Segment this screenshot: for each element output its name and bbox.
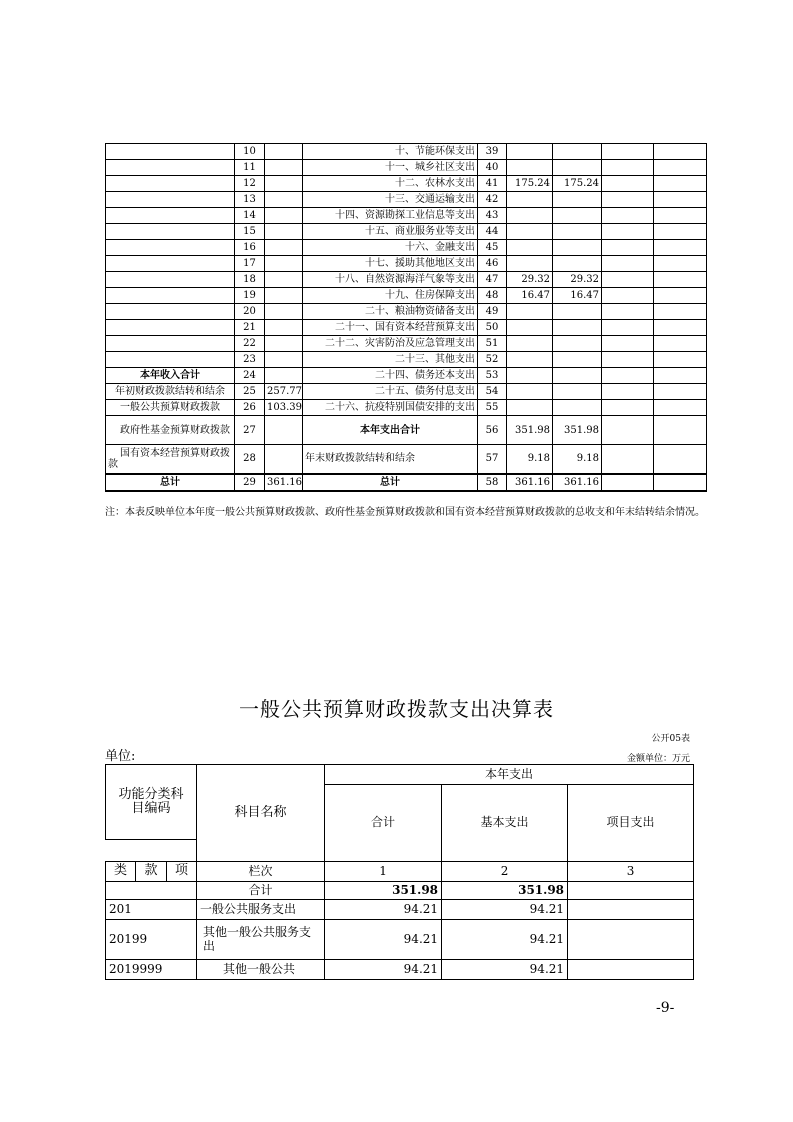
expense-govfund — [602, 416, 654, 445]
table-row — [106, 400, 707, 416]
income-amount — [265, 208, 303, 224]
expense-total — [507, 368, 553, 384]
row-total: 94.21 — [325, 960, 442, 980]
header-subject-name: 科目名称 — [197, 765, 325, 862]
expense-govfund — [602, 445, 654, 474]
row-project — [568, 960, 694, 980]
expense-line-no: 50 — [478, 320, 507, 336]
fiscal-summary-table — [105, 143, 707, 492]
expense-general-budget: 29.32 — [553, 272, 602, 288]
expense-item-label: 十九、住房保障支出 — [303, 288, 478, 304]
table-row — [106, 900, 694, 920]
income-item-label — [106, 176, 235, 192]
income-item-label — [106, 160, 235, 176]
expense-govfund — [602, 384, 654, 400]
income-amount — [265, 176, 303, 192]
income-line-no: 14 — [235, 208, 265, 224]
table-row — [106, 352, 707, 368]
expense-item-label: 本年支出合计 — [303, 416, 478, 445]
expense-total — [507, 160, 553, 176]
expense-govfund — [602, 224, 654, 240]
table-row — [106, 920, 694, 960]
income-item-label — [106, 320, 235, 336]
income-amount — [265, 224, 303, 240]
expense-line-no: 40 — [478, 160, 507, 176]
expense-soe — [654, 240, 707, 256]
expense-soe — [654, 352, 707, 368]
expense-line-no: 45 — [478, 240, 507, 256]
expense-govfund — [602, 474, 654, 491]
expense-total — [507, 400, 553, 416]
income-line-no: 12 — [235, 176, 265, 192]
table-row — [106, 368, 707, 384]
table-row — [106, 192, 707, 208]
expense-total: 361.16 — [507, 474, 553, 491]
income-item-label — [106, 240, 235, 256]
income-line-no: 11 — [235, 160, 265, 176]
expense-soe — [654, 320, 707, 336]
expense-govfund — [602, 288, 654, 304]
income-line-no: 24 — [235, 368, 265, 384]
income-line-no: 16 — [235, 240, 265, 256]
expense-govfund — [602, 400, 654, 416]
expense-general-budget: 9.18 — [553, 445, 602, 474]
income-item-label — [106, 224, 235, 240]
expense-item-label: 十一、城乡社区支出 — [303, 160, 478, 176]
income-line-no: 10 — [235, 144, 265, 160]
income-line-no: 25 — [235, 384, 265, 400]
expense-total — [507, 192, 553, 208]
income-amount — [265, 336, 303, 352]
expense-total: 16.47 — [507, 288, 553, 304]
row-total: 94.21 — [325, 920, 442, 960]
expense-soe — [654, 256, 707, 272]
expense-general-budget — [553, 336, 602, 352]
expense-soe — [654, 160, 707, 176]
expense-line-no: 53 — [478, 368, 507, 384]
col-no-2: 2 — [442, 862, 568, 882]
income-amount — [265, 160, 303, 176]
income-amount — [265, 192, 303, 208]
income-line-no: 20 — [235, 304, 265, 320]
expense-govfund — [602, 352, 654, 368]
page-number: -9- — [656, 1000, 675, 1016]
expense-item-label: 二十三、其他支出 — [303, 352, 478, 368]
table-row — [106, 320, 707, 336]
expense-govfund — [602, 272, 654, 288]
expense-total — [507, 304, 553, 320]
income-item-label — [106, 144, 235, 160]
expense-general-budget — [553, 352, 602, 368]
expense-general-budget: 361.16 — [553, 474, 602, 491]
expense-general-budget — [553, 384, 602, 400]
expense-general-budget — [553, 240, 602, 256]
table-row — [106, 416, 707, 445]
expense-general-budget — [553, 192, 602, 208]
expense-govfund — [602, 192, 654, 208]
income-line-no: 18 — [235, 272, 265, 288]
expense-total — [507, 320, 553, 336]
row-name: 其他一般公共 — [197, 960, 325, 980]
expense-line-no: 54 — [478, 384, 507, 400]
income-amount — [265, 352, 303, 368]
expense-item-label: 十四、资源勘探工业信息等支出 — [303, 208, 478, 224]
expense-govfund — [602, 320, 654, 336]
sum-row-project — [568, 882, 694, 900]
expense-line-no: 52 — [478, 352, 507, 368]
expense-item-label: 二十五、债务付息支出 — [303, 384, 478, 400]
income-line-no: 21 — [235, 320, 265, 336]
expense-govfund — [602, 176, 654, 192]
expense-line-no: 58 — [478, 474, 507, 491]
expense-item-label: 十五、商业服务业等支出 — [303, 224, 478, 240]
expense-total — [507, 384, 553, 400]
income-amount — [265, 272, 303, 288]
expense-total: 9.18 — [507, 445, 553, 474]
table-row — [106, 176, 707, 192]
header-xiang: 项 — [167, 862, 197, 882]
expense-total — [507, 144, 553, 160]
income-item-label: 政府性基金预算财政拨款 — [106, 416, 235, 445]
expense-line-no: 44 — [478, 224, 507, 240]
expense-general-budget — [553, 224, 602, 240]
expense-general-budget — [553, 304, 602, 320]
expense-soe — [654, 474, 707, 491]
total-label: 总计 — [106, 474, 235, 491]
expense-total — [507, 240, 553, 256]
income-line-no: 13 — [235, 192, 265, 208]
expense-total — [507, 208, 553, 224]
expense-soe — [654, 368, 707, 384]
expense-soe — [654, 416, 707, 445]
row-code: 2019999 — [106, 960, 197, 980]
expense-general-budget — [553, 144, 602, 160]
page-title: 一般公共预算财政拨款支出决算表 — [239, 697, 554, 721]
amount-unit-label: 金额单位：万元 — [626, 754, 690, 764]
expense-item-label: 十八、自然资源海洋气象等支出 — [303, 272, 478, 288]
header-column-no: 栏次 — [197, 862, 325, 882]
expense-soe — [654, 272, 707, 288]
expense-item-label: 二十四、债务还本支出 — [303, 368, 478, 384]
table-code: 公开05表 — [651, 734, 690, 744]
expense-general-budget — [553, 160, 602, 176]
table-row — [106, 144, 707, 160]
income-line-no: 19 — [235, 288, 265, 304]
row-total: 94.21 — [325, 900, 442, 920]
income-amount — [265, 368, 303, 384]
income-amount — [265, 256, 303, 272]
table-row — [106, 160, 707, 176]
expense-general-budget — [553, 208, 602, 224]
income-amount: 103.39 — [265, 400, 303, 416]
expense-total — [507, 256, 553, 272]
expense-line-no: 41 — [478, 176, 507, 192]
table-row — [106, 256, 707, 272]
row-name: 一般公共服务支出 — [197, 900, 325, 920]
row-project — [568, 920, 694, 960]
expense-soe — [654, 208, 707, 224]
sum-row-basic: 351.98 — [442, 882, 568, 900]
table-row — [106, 208, 707, 224]
expense-line-no: 42 — [478, 192, 507, 208]
expense-line-no: 51 — [478, 336, 507, 352]
expense-line-no: 56 — [478, 416, 507, 445]
expense-soe — [654, 192, 707, 208]
income-item-label: 国有资本经营预算财政拨款 — [106, 445, 235, 474]
expense-govfund — [602, 144, 654, 160]
sum-row-label: 合计 — [197, 882, 325, 900]
expense-item-label: 二十二、灾害防治及应急管理支出 — [303, 336, 478, 352]
income-amount — [265, 304, 303, 320]
expense-total — [507, 352, 553, 368]
expense-line-no: 43 — [478, 208, 507, 224]
expense-total: 175.24 — [507, 176, 553, 192]
header-project: 项目支出 — [568, 785, 694, 862]
expense-soe — [654, 224, 707, 240]
income-line-no: 28 — [235, 445, 265, 474]
row-code: 20199 — [106, 920, 197, 960]
income-amount — [265, 240, 303, 256]
header-lei: 类 — [106, 862, 136, 882]
income-item-label — [106, 208, 235, 224]
col-no-3: 3 — [568, 862, 694, 882]
expense-line-no: 57 — [478, 445, 507, 474]
table-row — [106, 304, 707, 320]
expense-line-no: 47 — [478, 272, 507, 288]
income-amount: 257.77 — [265, 384, 303, 400]
row-basic: 94.21 — [442, 960, 568, 980]
income-item-label — [106, 256, 235, 272]
header-kuan: 款 — [136, 862, 167, 882]
expense-item-label: 二十六、抗疫特别国债安排的支出 — [303, 400, 478, 416]
row-name: 其他一般公共服务支出 — [197, 920, 325, 960]
expense-soe — [654, 336, 707, 352]
expenditure-table — [105, 764, 694, 980]
expense-item-label: 二十一、国有资本经营预算支出 — [303, 320, 478, 336]
header-func-code: 功能分类科目编码 — [106, 765, 197, 840]
table-row — [106, 960, 694, 980]
expense-govfund — [602, 240, 654, 256]
table-row — [106, 272, 707, 288]
expense-line-no: 39 — [478, 144, 507, 160]
row-code: 201 — [106, 900, 197, 920]
income-amount — [265, 416, 303, 445]
table-row — [106, 224, 707, 240]
income-line-no: 22 — [235, 336, 265, 352]
table-row — [106, 445, 707, 474]
expense-general-budget: 16.47 — [553, 288, 602, 304]
expense-line-no: 46 — [478, 256, 507, 272]
income-line-no: 27 — [235, 416, 265, 445]
row-project — [568, 900, 694, 920]
header-total: 合计 — [325, 785, 442, 862]
income-item-label: 本年收入合计 — [106, 368, 235, 384]
expense-general-budget — [553, 256, 602, 272]
expense-general-budget: 351.98 — [553, 416, 602, 445]
sum-row-total: 351.98 — [325, 882, 442, 900]
expense-soe — [654, 400, 707, 416]
expense-total: 351.98 — [507, 416, 553, 445]
income-line-no: 26 — [235, 400, 265, 416]
expense-item-label: 十、节能环保支出 — [303, 144, 478, 160]
expense-item-label: 十三、交通运输支出 — [303, 192, 478, 208]
expense-govfund — [602, 304, 654, 320]
expense-total — [507, 336, 553, 352]
expense-line-no: 48 — [478, 288, 507, 304]
expense-govfund — [602, 256, 654, 272]
expense-line-no: 49 — [478, 304, 507, 320]
income-amount — [265, 288, 303, 304]
expense-general-budget — [553, 320, 602, 336]
expense-total: 29.32 — [507, 272, 553, 288]
income-item-label — [106, 192, 235, 208]
unit-label: 单位: — [105, 749, 136, 764]
expense-item-label: 十二、农林水支出 — [303, 176, 478, 192]
expense-general-budget: 175.24 — [553, 176, 602, 192]
expense-soe — [654, 144, 707, 160]
expense-soe — [654, 304, 707, 320]
expense-soe — [654, 176, 707, 192]
income-amount — [265, 445, 303, 474]
expense-item-label: 年末财政拨款结转和结余 — [303, 445, 478, 474]
income-item-label — [106, 336, 235, 352]
expense-soe — [654, 384, 707, 400]
expense-soe — [654, 288, 707, 304]
table-row — [106, 384, 707, 400]
table-row — [106, 288, 707, 304]
total-row — [106, 474, 707, 491]
table-row — [106, 240, 707, 256]
income-amount: 361.16 — [265, 474, 303, 491]
expense-item-label: 二十、粮油物资储备支出 — [303, 304, 478, 320]
col-no-1: 1 — [325, 862, 442, 882]
expense-total-label: 总计 — [303, 474, 478, 491]
income-item-label — [106, 352, 235, 368]
expense-soe — [654, 445, 707, 474]
income-line-no: 15 — [235, 224, 265, 240]
header-current-year: 本年支出 — [325, 765, 694, 785]
expense-govfund — [602, 336, 654, 352]
table-row — [106, 336, 707, 352]
expense-general-budget — [553, 368, 602, 384]
row-basic: 94.21 — [442, 920, 568, 960]
expense-govfund — [602, 368, 654, 384]
income-item-label — [106, 304, 235, 320]
income-amount — [265, 320, 303, 336]
row-basic: 94.21 — [442, 900, 568, 920]
income-item-label: 年初财政拨款结转和结余 — [106, 384, 235, 400]
income-amount — [265, 144, 303, 160]
income-item-label — [106, 288, 235, 304]
expense-line-no: 55 — [478, 400, 507, 416]
expense-item-label: 十六、金融支出 — [303, 240, 478, 256]
expense-govfund — [602, 160, 654, 176]
table-note: 注：本表反映单位本年度一般公共预算财政拨款、政府性基金预算财政拨款和国有资本经营预算财政拨款的总收支和年末结转结余情况。 — [105, 507, 705, 518]
income-line-no: 29 — [235, 474, 265, 491]
income-line-no: 23 — [235, 352, 265, 368]
income-line-no: 17 — [235, 256, 265, 272]
expense-general-budget — [553, 400, 602, 416]
expense-total — [507, 224, 553, 240]
expense-govfund — [602, 208, 654, 224]
header-basic: 基本支出 — [442, 785, 568, 862]
income-item-label — [106, 272, 235, 288]
income-item-label: 一般公共预算财政拨款 — [106, 400, 235, 416]
expense-item-label: 十七、援助其他地区支出 — [303, 256, 478, 272]
